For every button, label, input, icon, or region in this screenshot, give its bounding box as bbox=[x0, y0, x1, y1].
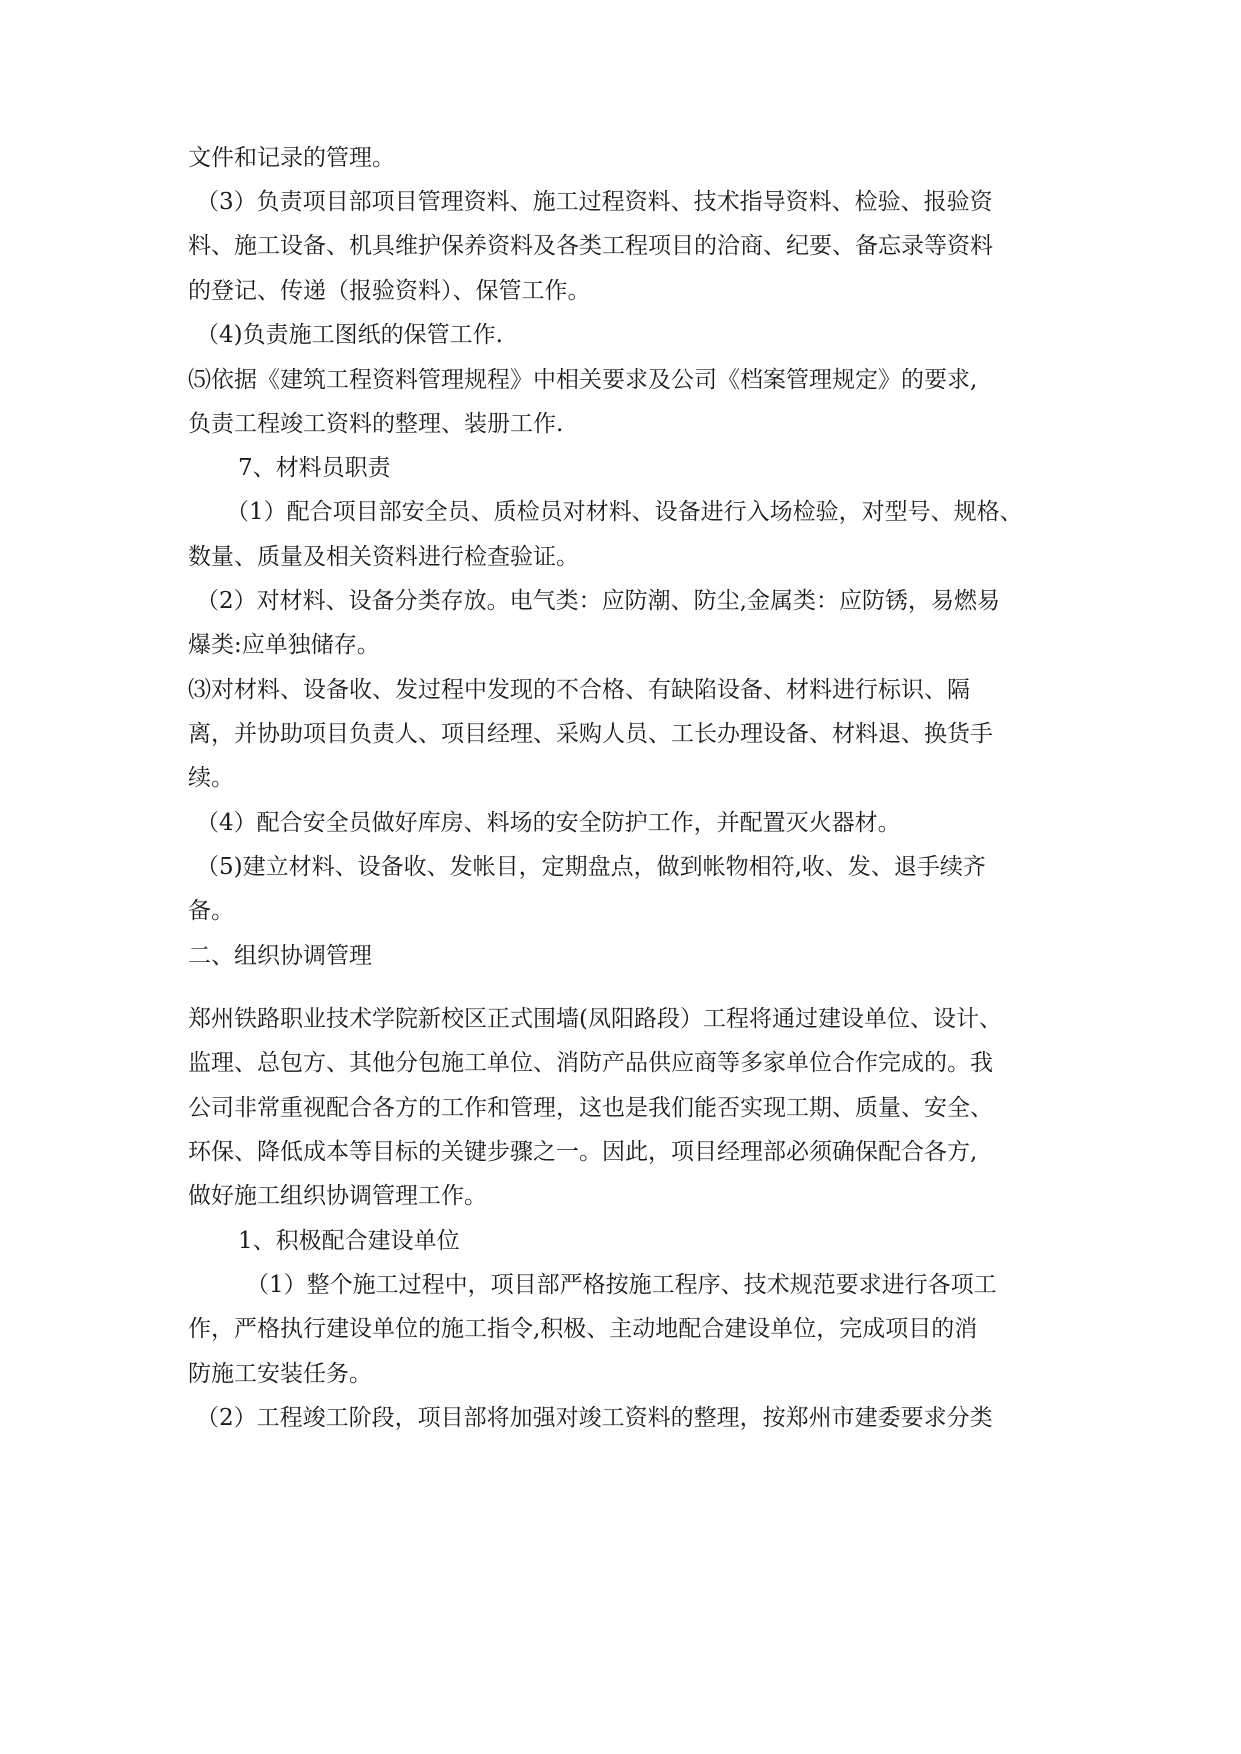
text-line: （2）对材料、设备分类存放。电气类：应防潮、防尘,金属类：应防锈，易燃易 bbox=[196, 588, 1000, 614]
text-line: 郑州铁路职业技术学院新校区正式围墙(凤阳路段）工程将通过建设单位、设计、 bbox=[188, 1006, 1002, 1032]
text-line: （1）整个施工过程中，项目部严格按施工程序、技术规范要求进行各项工 bbox=[246, 1272, 997, 1298]
text-line: （5)建立材料、设备收、发帐目，定期盘点，做到帐物相符,收、发、退手续齐 bbox=[196, 854, 986, 880]
text-line: （3）负责项目部项目管理资料、施工过程资料、技术指导资料、检验、报验资 bbox=[196, 189, 993, 215]
text-line: 数量、质量及相关资料进行检查验证。 bbox=[188, 544, 579, 570]
text-line: 防施工安装任务。 bbox=[188, 1361, 372, 1387]
text-line: 做好施工组织协调管理工作。 bbox=[188, 1183, 487, 1209]
section-heading: 1、积极配合建设单位 bbox=[238, 1228, 460, 1254]
text-line: （1）配合项目部安全员、质检员对材料、设备进行入场检验，对型号、规格、 bbox=[226, 499, 1023, 525]
text-line: 料、施工设备、机具维护保养资料及各类工程项目的洽商、纪要、备忘录等资料 bbox=[188, 233, 993, 259]
section-heading: 7、材料员职责 bbox=[238, 455, 391, 481]
section-heading: 二、组织协调管理 bbox=[188, 943, 372, 969]
text-line: 爆类:应单独储存。 bbox=[188, 632, 380, 658]
text-line: ⑶对材料、设备收、发过程中发现的不合格、有缺陷设备、材料进行标识、隔 bbox=[188, 677, 970, 703]
text-line: 的登记、传递（报验资料）、保管工作。 bbox=[188, 278, 591, 304]
text-line: 负责工程竣工资料的整理、装册工作. bbox=[188, 411, 564, 437]
text-line: 文件和记录的管理。 bbox=[188, 145, 395, 171]
text-line: 监理、总包方、其他分包施工单位、消防产品供应商等多家单位合作完成的。我 bbox=[188, 1050, 993, 1076]
text-line: （2）工程竣工阶段，项目部将加强对竣工资料的整理，按郑州市建委要求分类 bbox=[196, 1405, 993, 1431]
text-line: （4)负责施工图纸的保管工作. bbox=[196, 322, 503, 348]
text-line: 环保、降低成本等目标的关键步骤之一。因此，项目经理部必须确保配合各方, bbox=[188, 1139, 978, 1165]
text-line: 续。 bbox=[188, 765, 234, 791]
text-line: 作，严格执行建设单位的施工指令,积极、主动地配合建设单位，完成项目的消 bbox=[188, 1316, 978, 1342]
text-line: 备。 bbox=[188, 898, 234, 924]
text-line: ⑸依据《建筑工程资料管理规程》中相关要求及公司《档案管理规定》的要求, bbox=[188, 367, 978, 393]
text-line: 离，并协助项目负责人、项目经理、采购人员、工长办理设备、材料退、换货手 bbox=[188, 721, 993, 747]
text-line: 公司非常重视配合各方的工作和管理，这也是我们能否实现工期、质量、安全、 bbox=[188, 1095, 993, 1121]
text-line: （4）配合安全员做好库房、料场的安全防护工作，并配置灭火器材。 bbox=[196, 810, 901, 836]
